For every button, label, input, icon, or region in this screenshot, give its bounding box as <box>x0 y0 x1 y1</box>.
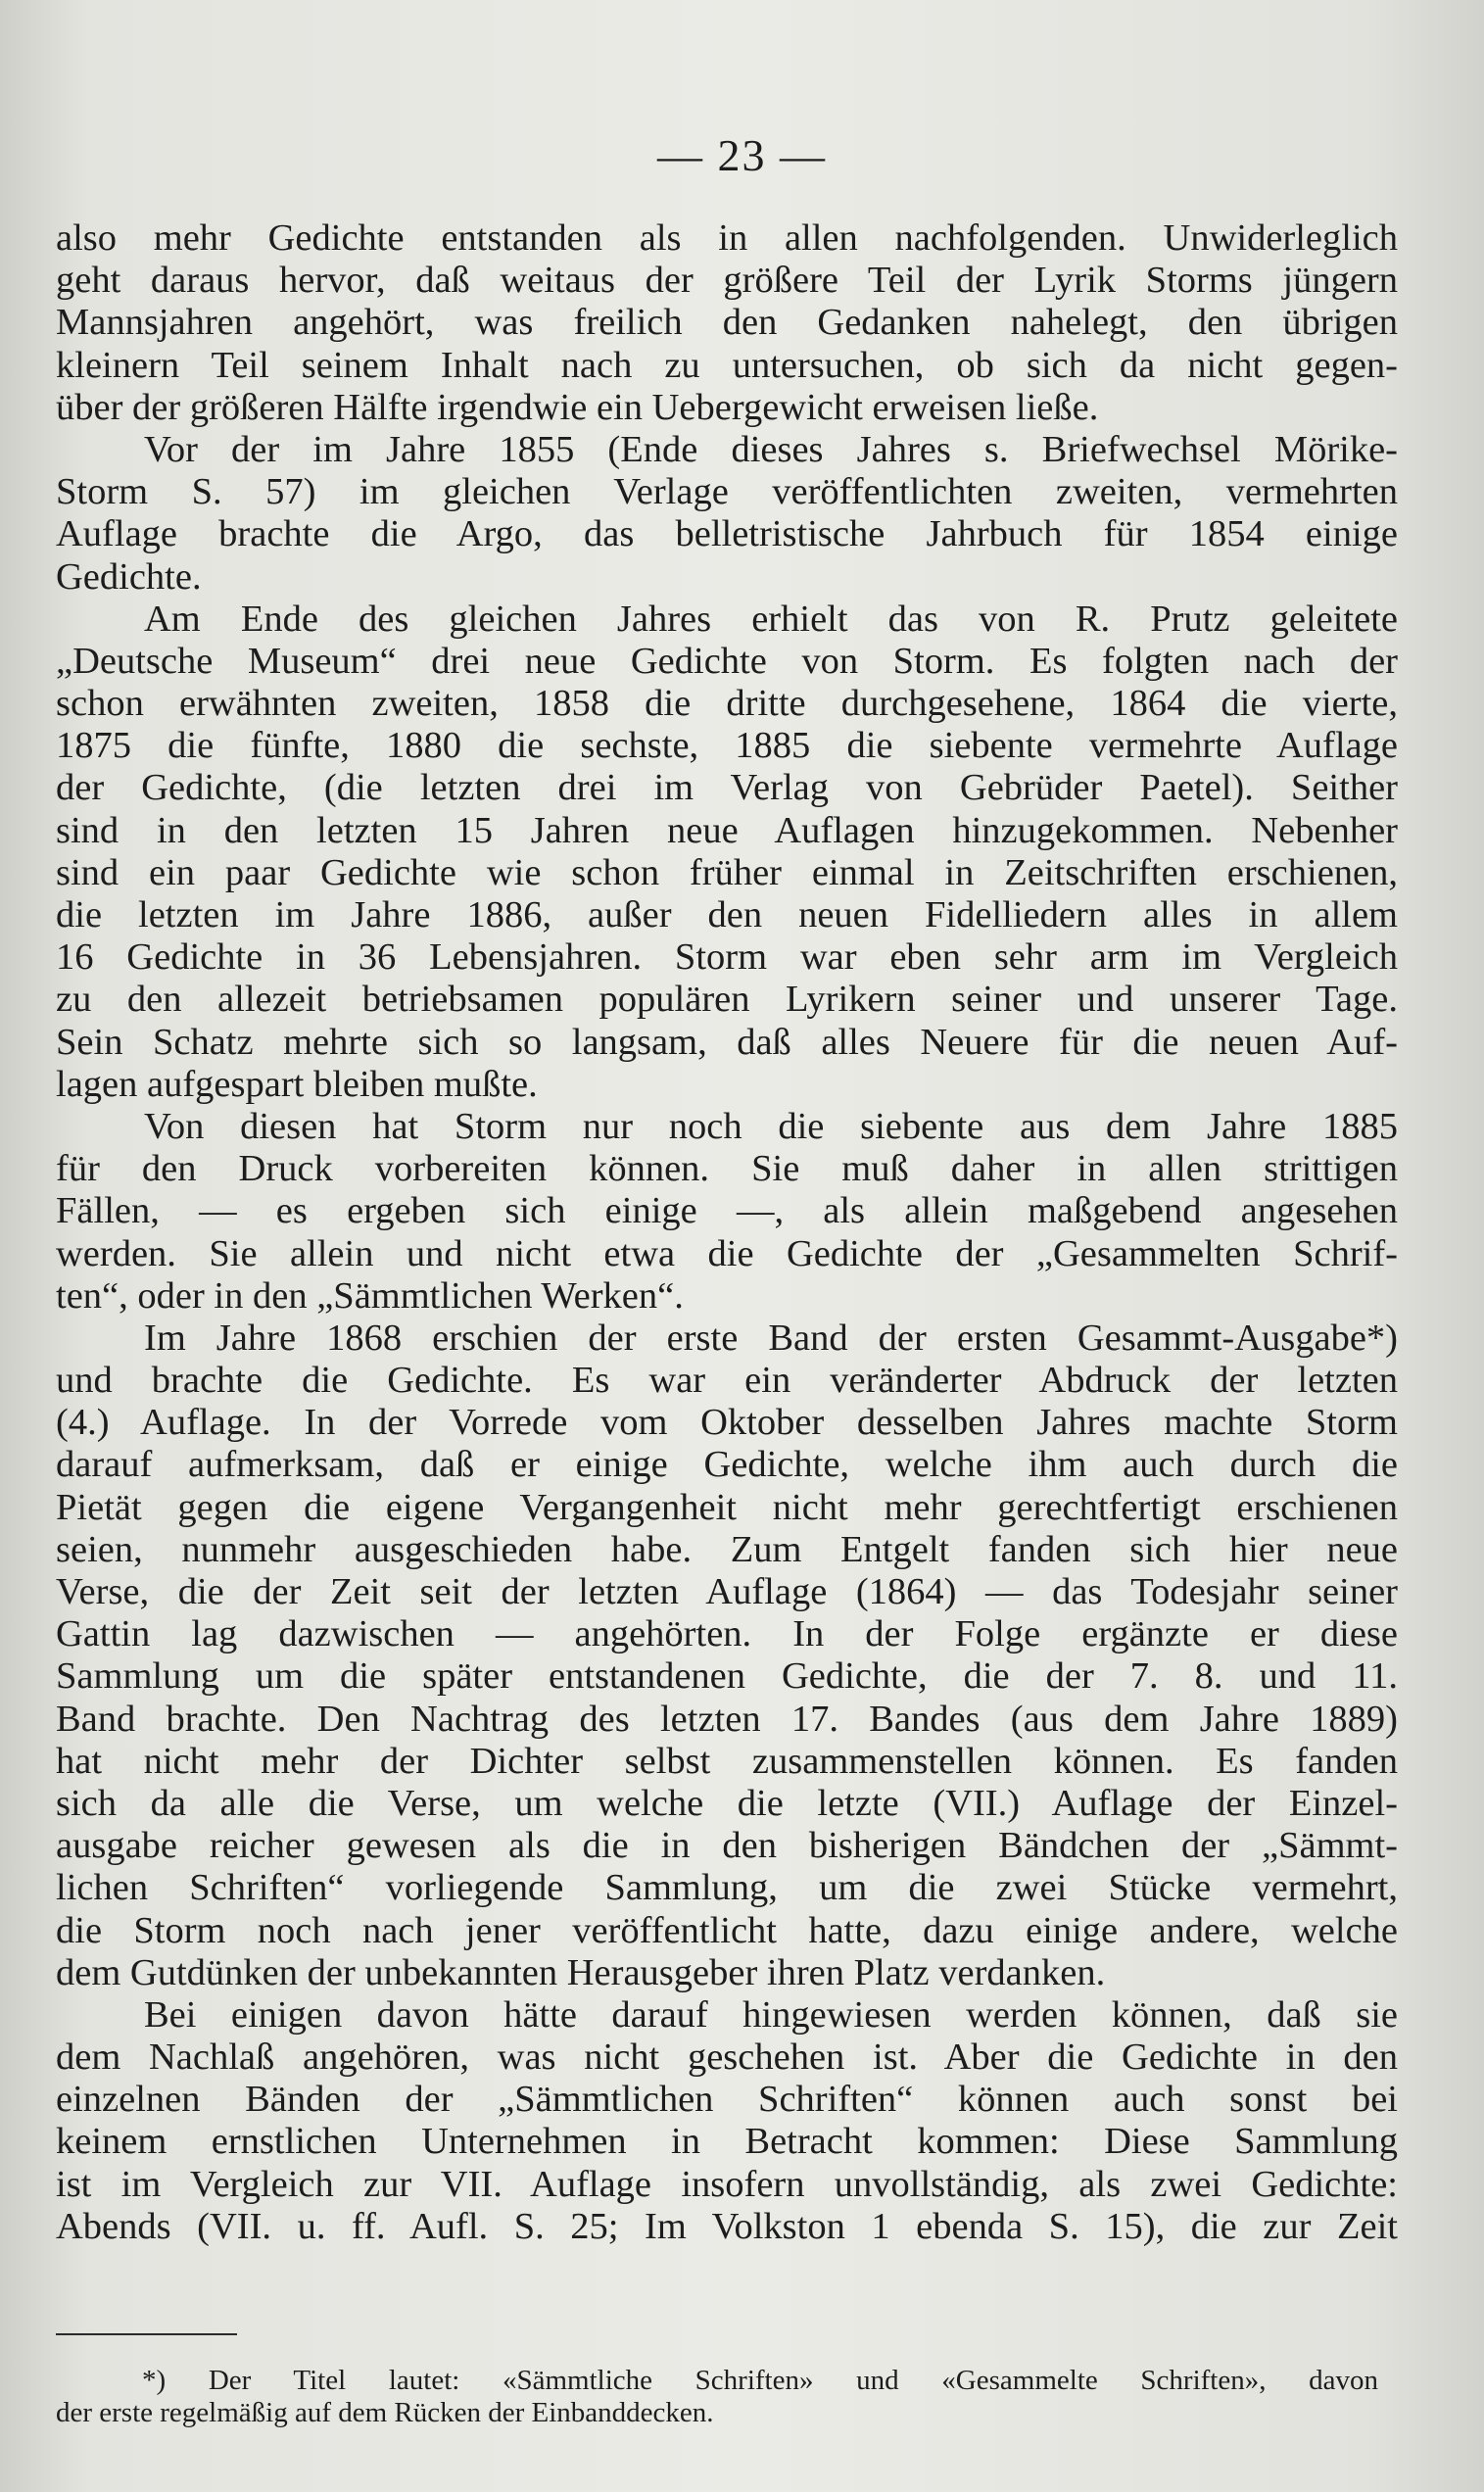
text-line: Bei einigen davon hätte darauf hingewiesen werden können, daß sie <box>144 1993 1398 2036</box>
text-line: die letzten im Jahre 1886, außer den neuen Fidelliedern alles in allem <box>56 894 1398 935</box>
text-line: schon erwähnten zweiten, 1858 die dritte durchgesehene, 1864 die vierte, <box>56 683 1398 725</box>
text-line: kleinern Teil seinem Inhalt nach zu untersuchen, ob sich da nicht gegen- <box>56 344 1398 386</box>
text-line: dem Nachlaß angehören, was nicht geschehen ist. Aber die Gedichte in den <box>56 2037 1398 2079</box>
footnote-line: der erste regelmäßig auf dem Rücken der Einbanddecken. <box>56 2397 714 2428</box>
text-line: Sein Schatz mehrte sich so langsam, daß alles Neuere für die neuen Auf- <box>56 1021 1398 1063</box>
text-line: der Gedichte, (die letzten drei im Verlag von Gebrüder Paetel). Seither <box>56 767 1398 809</box>
text-line: lagen aufgespart bleiben mußte. <box>56 1063 538 1105</box>
text-line: über der größeren Hälfte irgendwie ein Uebergewicht erweisen ließe. <box>56 386 1099 428</box>
text-line: Fällen, — es ergeben sich einige —, als allein maßgebend angesehen <box>56 1190 1398 1232</box>
text-line: Pietät gegen die eigene Vergangenheit nicht mehr gerechtfertigt erschienen <box>56 1486 1398 1528</box>
text-line: Sammlung um die später entstandenen Gedichte, die der 7. 8. und 11. <box>56 1655 1398 1698</box>
text-line: ten“, oder in den „Sämmtlichen Werken“. <box>56 1274 684 1317</box>
text-line: also mehr Gedichte entstanden als in allen nachfolgenden. Unwiderleglich <box>56 217 1398 259</box>
footnote <box>56 2365 1378 2429</box>
body-text <box>56 217 1398 2248</box>
text-line: Auflage brachte die Argo, das belletristische Jahrbuch für 1854 einige <box>56 513 1398 555</box>
text-line: Mannsjahren angehört, was freilich den Gedanken nahelegt, den übrigen <box>56 302 1398 344</box>
text-line: werden. Sie allein und nicht etwa die Gedichte der „Gesammelten Schrif- <box>56 1232 1398 1274</box>
text-line: Am Ende des gleichen Jahres erhielt das von R. Prutz geleitete <box>144 598 1398 640</box>
text-line: Band brachte. Den Nachtrag des letzten 17. Bandes (aus dem Jahre 1889) <box>56 1698 1398 1740</box>
text-line: Vor der im Jahre 1855 (Ende dieses Jahres s. Briefwechsel Mörike- <box>144 428 1398 470</box>
text-line: Gedichte. <box>56 555 202 598</box>
text-line: und brachte die Gedichte. Es war ein veränderter Abdruck der letzten <box>56 1360 1398 1402</box>
text-line: ist im Vergleich zur VII. Auflage insofern unvollständig, als zwei Gedichte: <box>56 2163 1398 2205</box>
text-line: sich da alle die Verse, um welche die letzte (VII.) Auflage der Einzel- <box>56 1782 1398 1824</box>
footnote-divider <box>56 2333 237 2335</box>
text-line: Verse, die der Zeit seit der letzten Auflage (1864) — das Todesjahr seiner <box>56 1571 1398 1612</box>
text-line: Im Jahre 1868 erschien der erste Band der ersten Gesammt-Ausgabe*) <box>144 1317 1398 1359</box>
text-line: sind ein paar Gedichte wie schon früher einmal in Zeitschriften erschienen, <box>56 851 1398 893</box>
paragraph <box>56 1318 1398 1994</box>
text-line: einzelnen Bänden der „Sämmtlichen Schriften“ können auch sonst bei <box>56 2079 1398 2121</box>
text-line: seien, nunmehr ausgeschieden habe. Zum Entgelt fanden sich hier neue <box>56 1528 1398 1570</box>
text-line: (4.) Auflage. In der Vorrede vom Oktober desselben Jahres machte Storm <box>56 1402 1398 1444</box>
text-line: geht daraus hervor, daß weitaus der größere Teil der Lyrik Storms jüngern <box>56 260 1398 302</box>
text-line: ausgabe reicher gewesen als die in den bisherigen Bändchen der „Sämmt- <box>56 1825 1398 1867</box>
page-number: — 23 — <box>657 130 827 180</box>
paragraph <box>56 1994 1398 2248</box>
text-line: darauf aufmerksam, daß er einige Gedichte, welche ihm auch durch die <box>56 1444 1398 1486</box>
text-line: Von diesen hat Storm nur noch die siebente aus dem Jahre 1885 <box>144 1105 1398 1147</box>
text-line: lichen Schriften“ vorliegende Sammlung, um die zwei Stücke vermehrt, <box>56 1867 1398 1909</box>
text-line: für den Druck vorbereiten können. Sie muß daher in allen strittigen <box>56 1148 1398 1190</box>
paragraph <box>56 1106 1398 1318</box>
paragraph <box>56 599 1398 1106</box>
text-line: 1875 die fünfte, 1880 die sechste, 1885 die siebente vermehrte Auflage <box>56 725 1398 767</box>
text-line: „Deutsche Museum“ drei neue Gedichte von Storm. Es folgten nach der <box>56 640 1398 682</box>
text-line: dem Gutdünken der unbekannten Herausgeber ihren Platz verdanken. <box>56 1951 1106 1993</box>
text-line: zu den allezeit betriebsamen populären Lyrikern seiner und unserer Tage. <box>56 979 1398 1021</box>
text-line: sind in den letzten 15 Jahren neue Auflagen hinzugekommen. Nebenher <box>56 809 1398 851</box>
text-line: keinem ernstlichen Unternehmen in Betracht kommen: Diese Sammlung <box>56 2121 1398 2163</box>
text-line: die Storm noch nach jener veröffentlicht hatte, dazu einige andere, welche <box>56 1909 1398 1951</box>
text-line: hat nicht mehr der Dichter selbst zusammenstellen können. Es fanden <box>56 1740 1398 1782</box>
footnote-line: *) Der Titel lautet: «Sämmtliche Schriften» und «Gesammelte Schriften», davon <box>142 2365 1378 2396</box>
paragraph <box>56 429 1398 599</box>
text-line: Abends (VII. u. ff. Aufl. S. 25; Im Volkston 1 ebenda S. 15), die zur Zeit <box>56 2205 1398 2247</box>
paragraph <box>56 217 1398 429</box>
text-line: Storm S. 57) im gleichen Verlage veröffentlichten zweiten, vermehrten <box>56 471 1398 513</box>
text-line: Gattin lag dazwischen — angehörten. In der Folge ergänzte er diese <box>56 1613 1398 1655</box>
text-line: 16 Gedichte in 36 Lebensjahren. Storm war eben sehr arm im Vergleich <box>56 936 1398 979</box>
